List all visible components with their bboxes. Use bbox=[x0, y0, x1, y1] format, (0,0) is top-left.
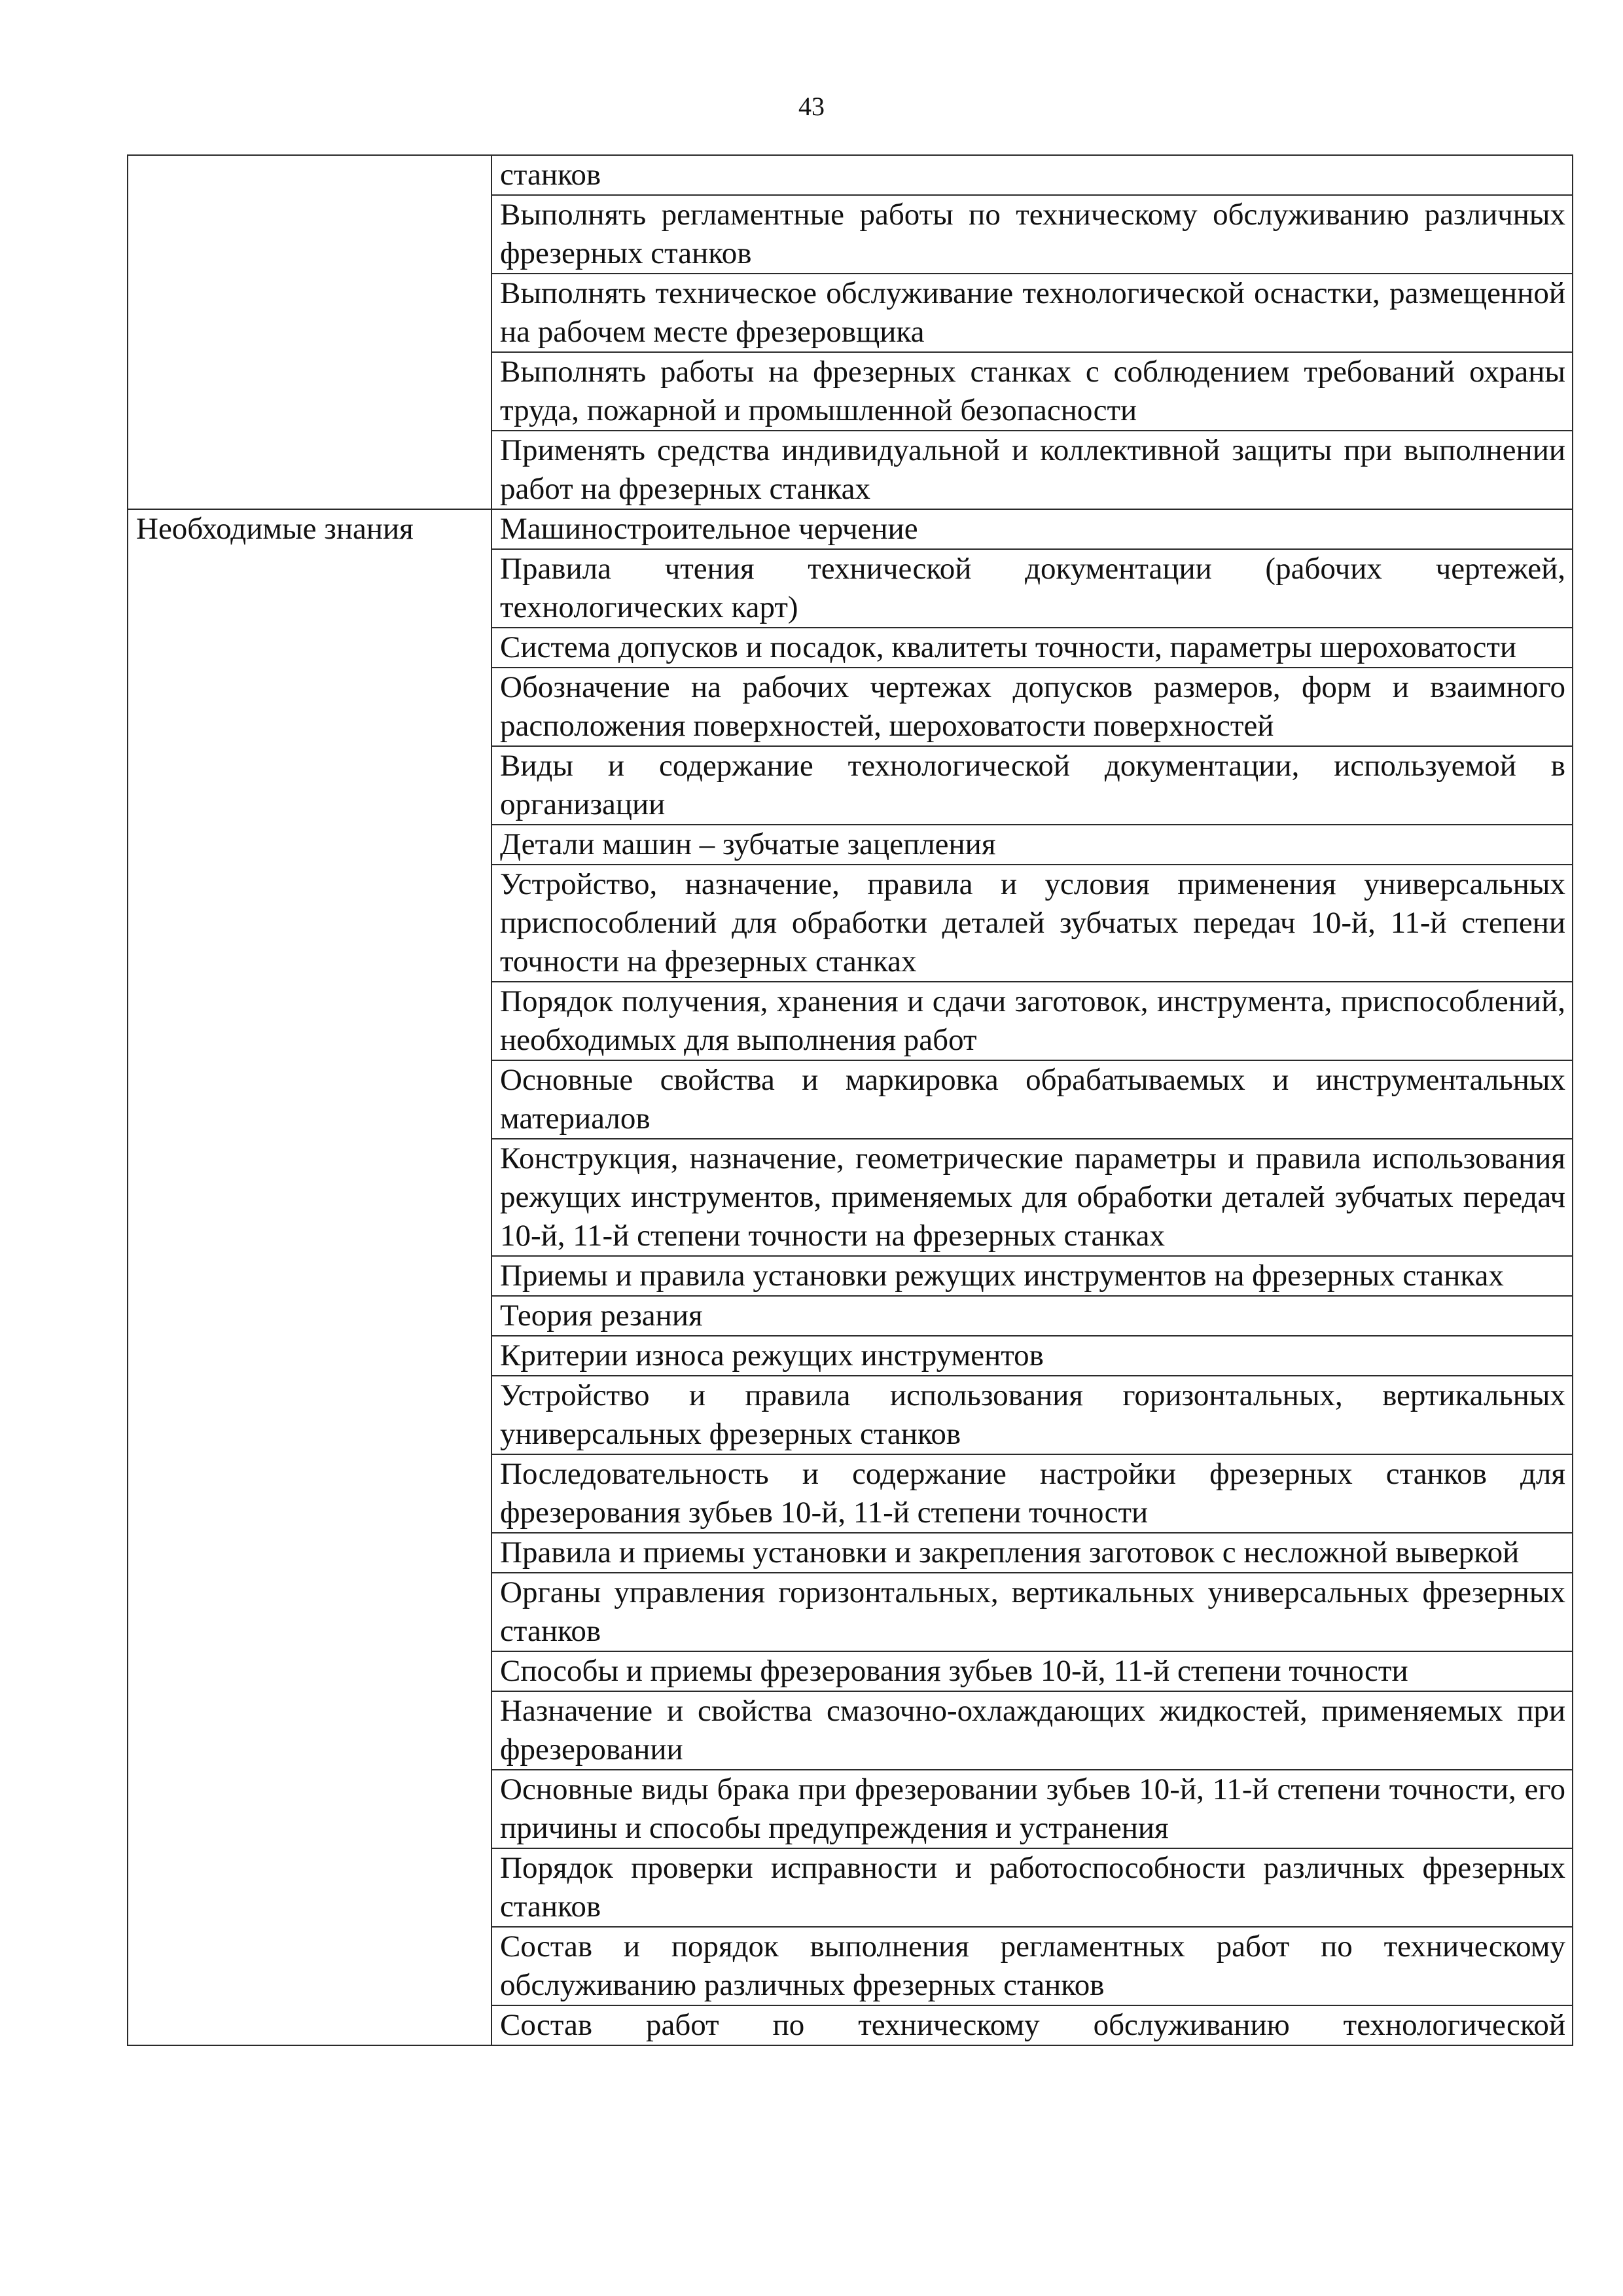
knowledge-item: Конструкция, назначение, геометрические параметры и правила использования режущих инструментов, применяемых для обработки деталей зубчатых передач 10-й, 11-й степени точности на фрезерных станках bbox=[491, 1139, 1573, 1256]
knowledge-item: Правила чтения технической документации (рабочих чертежей, технологических карт) bbox=[491, 549, 1573, 628]
skill-item: Выполнять регламентные работы по техническому обслуживанию различных фрезерных станков bbox=[491, 195, 1573, 274]
skill-item: станков bbox=[491, 155, 1573, 195]
knowledge-item: Порядок получения, хранения и сдачи заготовок, инструмента, приспособлений, необходимых для выполнения работ bbox=[491, 982, 1573, 1060]
page-number: 43 bbox=[798, 92, 825, 121]
knowledge-item: Назначение и свойства смазочно-охлаждающих жидкостей, применяемых при фрезеровании bbox=[491, 1691, 1573, 1770]
knowledge-item: Основные свойства и маркировка обрабатываемых и инструментальных материалов bbox=[491, 1060, 1573, 1139]
knowledge-item: Порядок проверки исправности и работоспособности различных фрезерных станков bbox=[491, 1848, 1573, 1927]
knowledge-item: Правила и приемы установки и закрепления заготовок с несложной выверкой bbox=[491, 1533, 1573, 1573]
knowledge-item: Критерии износа режущих инструментов bbox=[491, 1336, 1573, 1376]
knowledge-item: Система допусков и посадок, квалитеты точности, параметры шероховатости bbox=[491, 628, 1573, 668]
skill-item: Выполнять работы на фрезерных станках с соблюдением требований охраны труда, пожарной и промышленной безопасности bbox=[491, 352, 1573, 431]
knowledge-item: Детали машин – зубчатые зацепления bbox=[491, 825, 1573, 865]
knowledge-item: Приемы и правила установки режущих инструментов на фрезерных станках bbox=[491, 1256, 1573, 1296]
skills-label-cell bbox=[128, 155, 491, 509]
knowledge-item: Машиностроительное черчение bbox=[491, 509, 1573, 549]
knowledge-item: Последовательность и содержание настройки фрезерных станков для фрезерования зубьев 10-й, 11-й степени точности bbox=[491, 1454, 1573, 1533]
knowledge-item: Устройство и правила использования горизонтальных, вертикальных универсальных фрезерных станков bbox=[491, 1376, 1573, 1454]
knowledge-label: Необходимые знания bbox=[128, 509, 491, 2045]
knowledge-item: Состав работ по техническому обслуживанию технологической bbox=[491, 2005, 1573, 2045]
competency-table bbox=[127, 154, 1573, 2046]
knowledge-item: Органы управления горизонтальных, вертикальных универсальных фрезерных станков bbox=[491, 1573, 1573, 1651]
knowledge-item: Состав и порядок выполнения регламентных работ по техническому обслуживанию различных фрезерных станков bbox=[491, 1927, 1573, 2005]
table-row bbox=[128, 509, 1573, 549]
knowledge-item: Обозначение на рабочих чертежах допусков размеров, форм и взаимного расположения поверхностей, шероховатости поверхностей bbox=[491, 668, 1573, 746]
skill-item: Выполнять техническое обслуживание технологической оснастки, размещенной на рабочем месте фрезеровщика bbox=[491, 274, 1573, 352]
knowledge-item: Виды и содержание технологической документации, используемой в организации bbox=[491, 746, 1573, 825]
knowledge-item: Теория резания bbox=[491, 1296, 1573, 1336]
knowledge-item: Способы и приемы фрезерования зубьев 10-й, 11-й степени точности bbox=[491, 1651, 1573, 1691]
table-row bbox=[128, 155, 1573, 195]
knowledge-item: Основные виды брака при фрезеровании зубьев 10-й, 11-й степени точности, его причины и способы предупреждения и устранения bbox=[491, 1770, 1573, 1848]
skill-item: Применять средства индивидуальной и коллективной защиты при выполнении работ на фрезерных станках bbox=[491, 431, 1573, 509]
knowledge-item: Устройство, назначение, правила и условия применения универсальных приспособлений для обработки деталей зубчатых передач 10-й, 11-й степени точности на фрезерных станках bbox=[491, 865, 1573, 982]
